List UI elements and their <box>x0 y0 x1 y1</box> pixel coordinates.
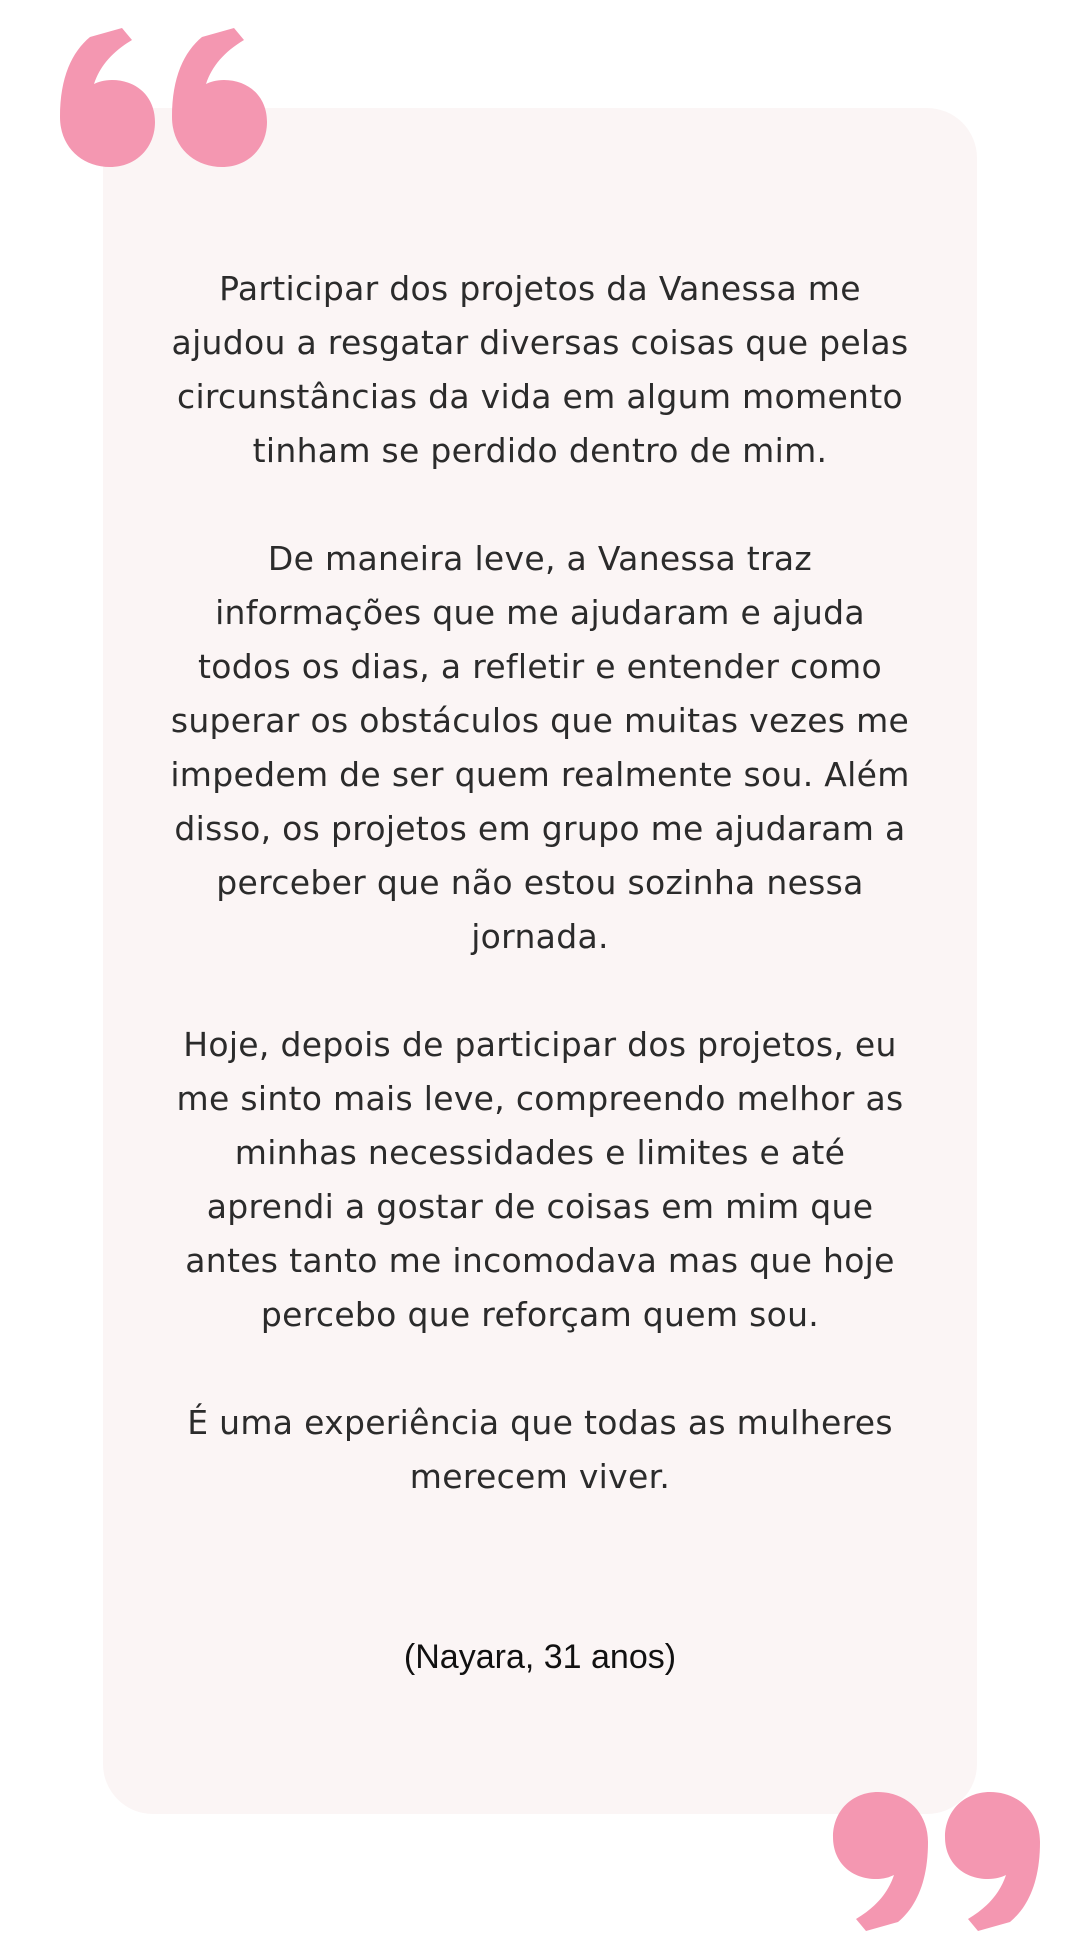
testimonial-paragraph: É uma experiência que todas as mulheres merecem viver. <box>187 1403 893 1496</box>
testimonial-author: (Nayara, 31 anos) <box>403 1638 677 1676</box>
testimonial-paragraph: De maneira leve, a Vanessa traz informações que me ajudaram e ajuda todos os dias, a refletir e entender como superar os obstáculos que muitas vezes me impedem de ser quem realmente sou. Além disso, os projetos em grupo me ajudaram a perceber que não estou sozinha nessa jornada. <box>170 539 910 956</box>
testimonial-paragraph: Participar dos projetos da Vanessa me ajudou a resgatar diversas coisas que pelas circunstâncias da vida em algum momento tinham se perdido dentro de mim. <box>171 269 909 470</box>
close-quote-icon <box>810 1722 1040 1952</box>
testimonial-text <box>170 262 910 1558</box>
open-quote-icon <box>60 22 290 252</box>
testimonial-paragraph: Hoje, depois de participar dos projetos, eu me sinto mais leve, compreendo melhor as minhas necessidades e limites e até aprendi a gostar de coisas em mim que antes tanto me incomodava mas que hoje percebo que reforçam quem sou. <box>176 1025 904 1334</box>
